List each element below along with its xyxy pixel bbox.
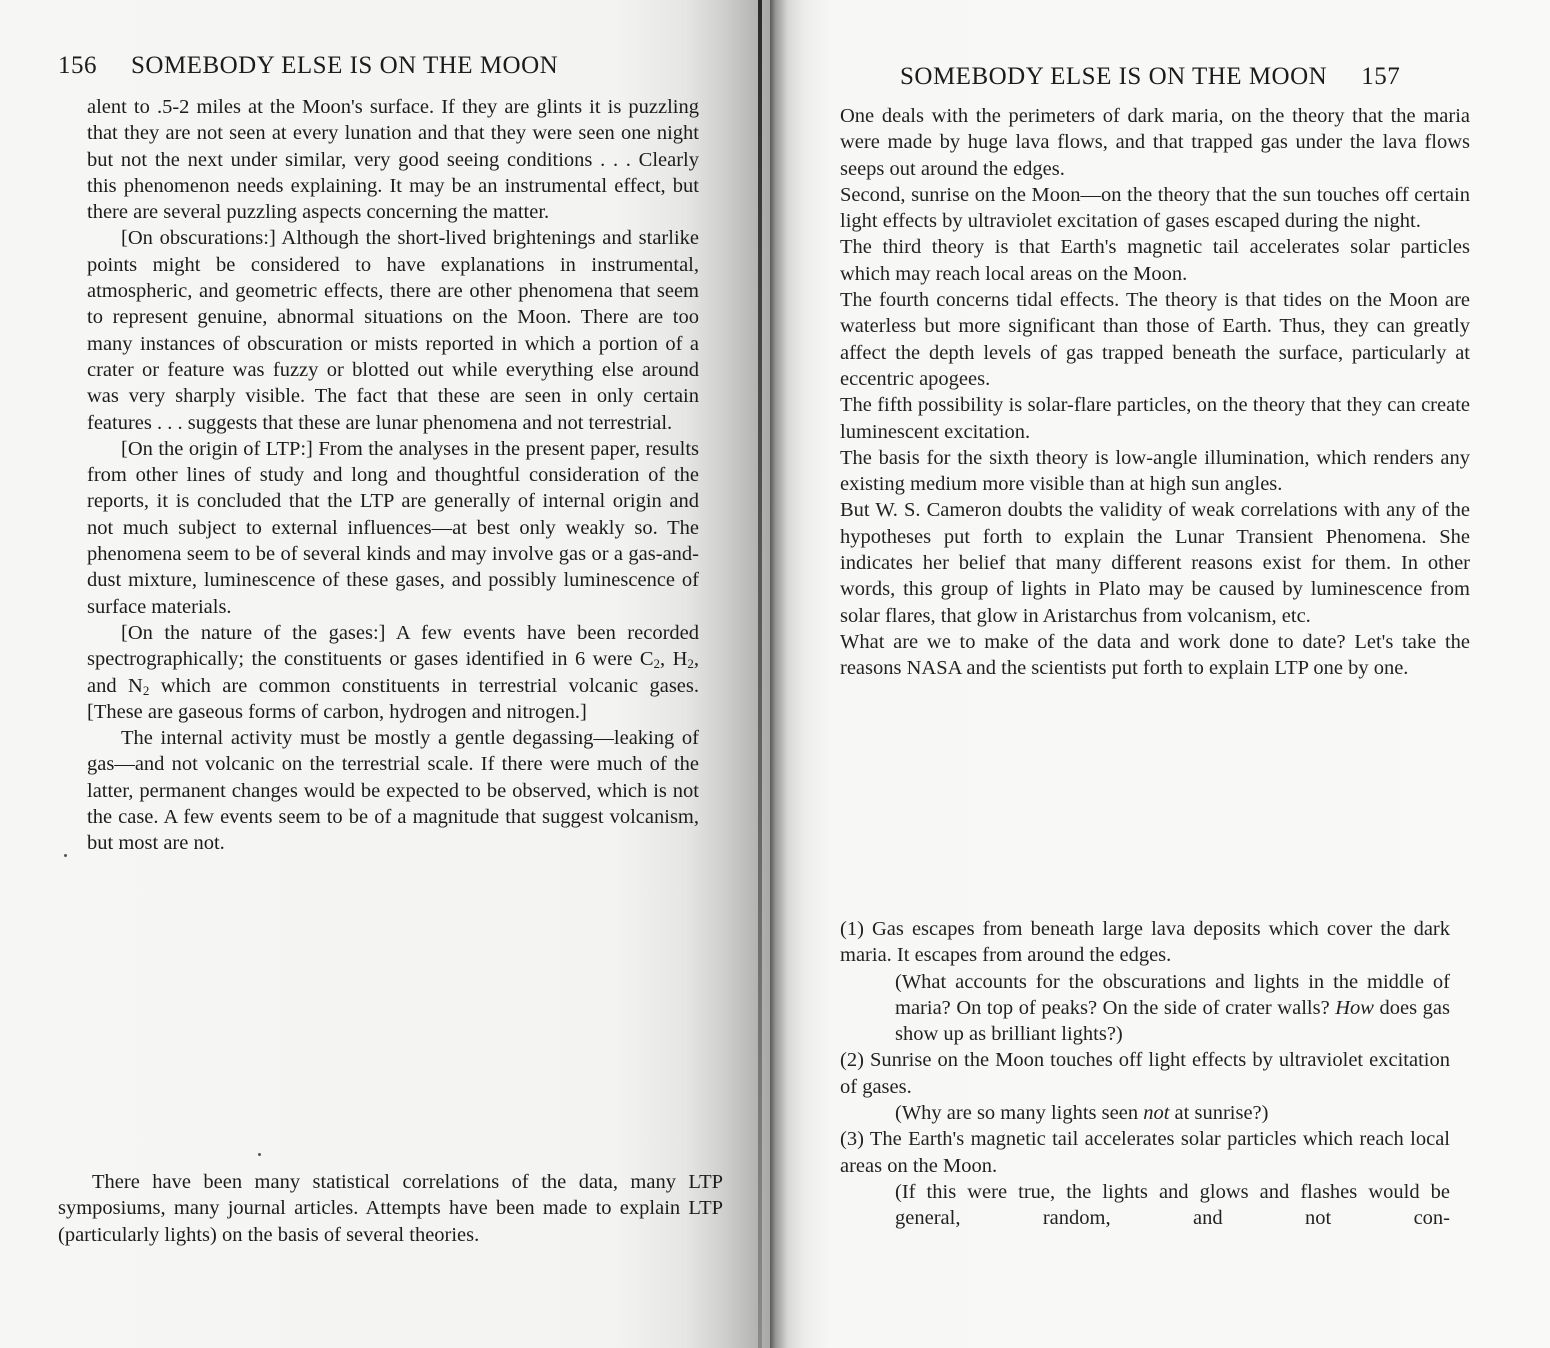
- right-page-number: 157: [1361, 63, 1401, 90]
- paragraph-theory-three: The third theory is that Earth's magnetic tail accelerates solar particles which may reach local areas on the Moon.: [840, 236, 1470, 285]
- left-page: [0, 0, 770, 1348]
- paragraph-theory-six: The basis for the sixth theory is low-angle illumination, which renders any existing medium more visible than at high sun angles.: [840, 446, 1470, 496]
- paragraph-cameron: But W. S. Cameron doubts the validity of weak correlations with any of the hypotheses put forth to explain the Lunar Transient Phenomena. She indicates her belief that many different reasons exist for them. In other words, this group of lights in Plato may be caused by luminescence from solar flares, that glow in Aristarchus from volcanism, etc.: [840, 499, 1470, 627]
- print-speck: [64, 854, 67, 857]
- paragraph: alent to .5-2 miles at the Moon's surface. If they are glints it is puzzling that they are not seen at every lunation and that they were seen one night but not the next under similar, very good seeing conditions . . . Clearly this phenomenon needs explaining. It may be an instrumental effect, but there are several puzzling aspects concerning the matter.: [87, 96, 699, 224]
- list-item-3: (3) The Earth's magnetic tail accelerates solar particles which reach local areas on the Moon.: [840, 1128, 1450, 1177]
- list-item-2: (2) Sunrise on the Moon touches off light effects by ultraviolet excitation of gases.: [840, 1049, 1450, 1098]
- paragraph-theory-five: The fifth possibility is solar-flare particles, on the theory that they can create luminescent excitation.: [840, 394, 1470, 443]
- paragraph-internal-activity: The internal activity must be mostly a gentle degassing—leaking of gas—and not volcanic on the terrestrial scale. If there were much of the latter, permanent changes would be expected to be observed, which is not the case. A few events seem to be of a magnitude that suggest volcanism, but most are not.: [87, 727, 699, 855]
- left-page-number: 156: [58, 52, 97, 79]
- right-running-head: [900, 63, 1400, 91]
- paragraph-obscurations: [On obscurations:] Although the short-lived brightenings and starlike points might be considered to have explanations in instrumental, atmospheric, and geometric effects, there are other phenomena that seem to represent genuine, abnormal situations on the Moon. There are too many instances of obscuration or mists reported in which a portion of a crater or feature was fuzzy or blotted out while everything else around was very sharply visible. The fact that these are seen in only certain features . . . suggests that these are lunar phenomena and not terrestrial.: [87, 227, 699, 434]
- paragraph-what-to-make: What are we to make of the data and work done to date? Let's take the reasons NASA and the scientists put forth to explain LTP one by one.: [840, 630, 1470, 680]
- paragraph-closing: There have been many statistical correlations of the data, many LTP symposiums, many journal articles. Attempts have been made to explain LTP (particularly lights) on the basis of several theories.: [58, 1171, 723, 1246]
- book-spine: [758, 0, 762, 1348]
- paragraph-theory-four: The fourth concerns tidal effects. The theory is that tides on the Moon are waterless but more significant than those of Earth. Thus, they can greatly affect the depth levels of gas trapped beneath the surface, particularly at eccentric apogees.: [840, 289, 1470, 390]
- right-body-text: [840, 103, 1470, 682]
- list-item-3-comment: (If this were true, the lights and glows and flashes would be general, random, and not con-: [895, 1180, 1450, 1230]
- left-running-title: SOMEBODY ELSE IS ON THE MOON: [131, 52, 559, 79]
- paragraph-origin-ltp: [On the origin of LTP:] From the analyses in the present paper, results from other lines of study and long and thoughtful consideration of the reports, it is concluded that the LTP are generally of internal origin and not much subject to external influences—at best only weakly so. The phenomena seem to be of several kinds and may involve gas or a gas-and-dust mixture, luminescence of these gases, and possibly luminescence of surface materials.: [87, 437, 699, 618]
- list-item-2-comment: (Why are so many lights seen not at sunrise?): [895, 1102, 1269, 1125]
- paragraph-nature-gases: [On the nature of the gases:] A few events have been recorded spectrographically; the constituents or gases identified in 6 were $C_2$, $H_2$, and $N_2$ which are common constituents in terrestrial volcanic gases. [These are gaseous forms of carbon, hydrogen and nitrogen.]: [87, 621, 700, 723]
- right-running-title: SOMEBODY ELSE IS ON THE MOON: [900, 63, 1328, 90]
- paragraph-theory-two: Second, sunrise on the Moon—on the theory that the sun touches off certain light effects by ultraviolet excitation of gases escaped during the night.: [840, 183, 1470, 233]
- list-item-1: (1) Gas escapes from beneath large lava deposits which cover the dark maria. It escapes from around the edges.: [840, 918, 1450, 967]
- print-speck: [258, 1153, 261, 1156]
- left-body-text: [87, 94, 699, 857]
- left-closing-text: [58, 1169, 723, 1248]
- left-running-head: [58, 52, 558, 80]
- paragraph-theory-one: One deals with the perimeters of dark maria, on the theory that the maria were made by huge lava flows, and that trapped gas under the lava flows seeps out around the edges.: [840, 105, 1470, 180]
- list-item-1-comment: (What accounts for the obscurations and lights in the middle of maria? On top of peaks? On the side of crater walls? How does gas show up as brilliant lights?): [895, 970, 1450, 1046]
- right-numbered-list: [840, 916, 1450, 1232]
